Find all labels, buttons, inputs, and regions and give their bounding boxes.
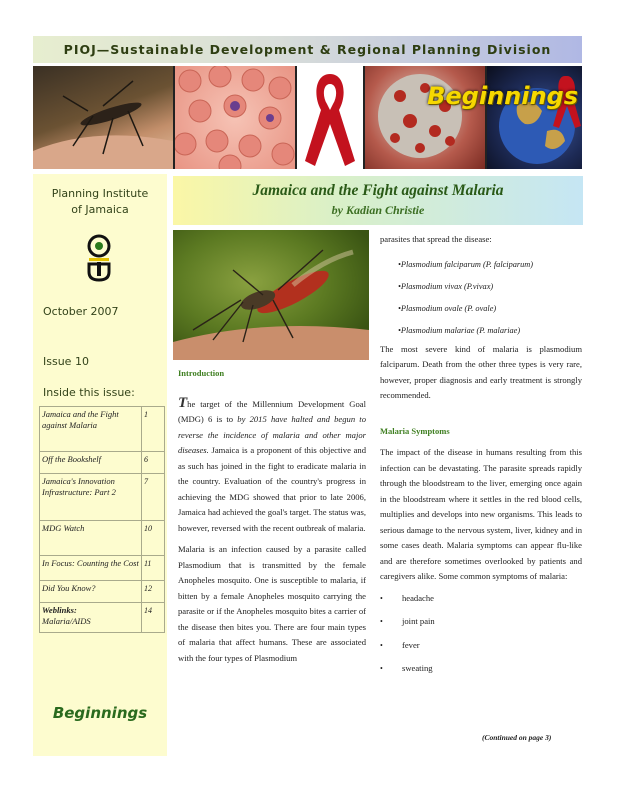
plasmodium-list bbox=[380, 254, 582, 342]
toc-page: 10 bbox=[142, 521, 165, 556]
toc-page: 14 bbox=[142, 603, 165, 633]
malaria-paragraph: Malaria is an infection caused by a parasite called Plasmodium that is transmitted by the female Anopheles mosquito. One is susceptible to malaria, if bitten by a female Anopheles mosquito carrying the parasite or if the Anopheles mosquito bites a carrier of the disease then bites you. There are four main types of malaria that affect humans. These are associated with the four types of Plasmodium bbox=[178, 544, 366, 663]
symptom-text: sweating bbox=[402, 663, 433, 673]
sidebar bbox=[33, 174, 167, 756]
continued-note[interactable]: (Continued on page 3) bbox=[482, 733, 552, 742]
table-of-contents bbox=[39, 406, 165, 633]
article-title-box bbox=[173, 176, 583, 225]
bullet-icon: • bbox=[380, 664, 383, 673]
institute-name-line1: Planning Institute bbox=[51, 187, 149, 200]
symptoms-paragraph: The impact of the disease in humans resulting from this infection can be devastating. The parasite spreads rapidly through the bloodstream to the liver, emerging once again in the bloodstream where it settles in the red blood cells, multiplies and develops into new organisms. This leads to serious damage to the nervous system, liver, kidney and in some cases death. Malaria symptoms can appear flu-like and are therefore sometimes overlooked by patients and caregivers alike. Some common symptoms of malaria: bbox=[380, 447, 582, 581]
toc-row[interactable] bbox=[40, 581, 165, 603]
toc-page: 6 bbox=[142, 452, 165, 474]
pioj-logo-icon bbox=[85, 234, 113, 282]
list-item: •Plasmodium malariae (P. malariae) bbox=[398, 325, 521, 335]
red-ribbon-banner-image bbox=[297, 66, 363, 169]
banner-image-strip bbox=[33, 66, 582, 169]
toc-title-rest: Malaria/AIDS bbox=[42, 616, 91, 626]
article-byline: by Kadian Christie bbox=[331, 203, 425, 217]
newsletter-title: Beginnings bbox=[427, 82, 578, 110]
list-item bbox=[380, 610, 582, 634]
symptoms-list bbox=[380, 587, 582, 681]
list-item bbox=[380, 587, 582, 611]
institute-name bbox=[33, 186, 167, 218]
toc-row[interactable] bbox=[40, 407, 165, 452]
toc-title[interactable]: Jamaica's Innovation Infrastructure: Part 2 bbox=[40, 474, 142, 521]
toc-row[interactable] bbox=[40, 452, 165, 474]
issue-date: October 2007 bbox=[43, 305, 119, 318]
blood-cells-banner-image bbox=[175, 66, 295, 169]
toc-page: 1 bbox=[142, 407, 165, 452]
symptom-text: joint pain bbox=[402, 616, 435, 626]
toc-page: 11 bbox=[142, 556, 165, 581]
article-column-1 bbox=[178, 368, 366, 666]
symptom-text: headache bbox=[402, 592, 434, 603]
intro-paragraph bbox=[178, 396, 366, 537]
toc-row[interactable] bbox=[40, 521, 165, 556]
toc-title[interactable]: Did You Know? bbox=[40, 581, 142, 603]
parasites-lead: parasites that spread the disease: bbox=[380, 234, 492, 244]
sidebar-brand: Beginnings bbox=[52, 704, 148, 722]
issue-number: Issue 10 bbox=[43, 355, 89, 368]
article-column-2 bbox=[380, 232, 582, 681]
toc-title[interactable] bbox=[40, 603, 142, 633]
toc-title[interactable]: MDG Watch bbox=[40, 521, 142, 556]
toc-row[interactable] bbox=[40, 556, 165, 581]
toc-title[interactable]: In Focus: Counting the Cost bbox=[40, 556, 142, 581]
drop-cap: T bbox=[178, 394, 188, 411]
institute-name-line2: of Jamaica bbox=[71, 203, 129, 216]
toc-title[interactable]: Jamaica and the Fight against Malaria bbox=[40, 407, 142, 452]
symptoms-heading: Malaria Symptoms bbox=[380, 425, 450, 436]
list-item bbox=[380, 634, 582, 658]
list-item: •Plasmodium falciparum (P. falciparum) bbox=[398, 259, 534, 269]
toc-row[interactable] bbox=[40, 603, 165, 633]
article-title: Jamaica and the Fight against Malaria bbox=[252, 182, 504, 199]
symptom-text: fever bbox=[402, 639, 420, 650]
list-item bbox=[380, 657, 582, 681]
toc-page: 12 bbox=[142, 581, 165, 603]
toc-title[interactable]: Off the Bookshelf bbox=[40, 452, 142, 474]
intro-text-b: Jamaica is a proponent of this objective and as such has joined in the fight to eradicate malaria in the country. Evaluation of the country's progress in achieving the MDG showed that prior to late 2006, Jamaica had achieved the goal's target. The status was, however, reversed with the recent outbreak of malaria. bbox=[178, 445, 366, 533]
bullet-icon: • bbox=[380, 640, 383, 650]
bullet-icon: • bbox=[380, 617, 383, 626]
toc-row[interactable] bbox=[40, 474, 165, 521]
intro-text-a: he target of the Millennium Development Goal (MDG) 6 is to bbox=[178, 398, 366, 424]
toc-page: 7 bbox=[142, 474, 165, 521]
intro-heading: Introduction bbox=[178, 368, 225, 378]
mosquito-photo bbox=[173, 230, 369, 360]
division-header: PIOJ—Sustainable Development & Regional Planning Division bbox=[33, 36, 582, 63]
list-item: •Plasmodium ovale (P. ovale) bbox=[398, 303, 497, 313]
severity-paragraph: The most severe kind of malaria is plasmodium falciparum. Death from the other three types is very rare, however, proper diagnosis and early treatment is strongly recommended. bbox=[380, 343, 582, 400]
mosquito-banner-image bbox=[33, 66, 173, 169]
intro-text-italic: by 2015 have halted and begun to reverse the incidence of malaria and other major diseases. bbox=[178, 414, 366, 455]
bullet-icon: • bbox=[380, 593, 383, 603]
toc-title-bold: Weblinks: bbox=[42, 605, 77, 615]
inside-this-issue-label: Inside this issue: bbox=[43, 386, 135, 399]
list-item: •Plasmodium vivax (P.vivax) bbox=[398, 281, 494, 291]
